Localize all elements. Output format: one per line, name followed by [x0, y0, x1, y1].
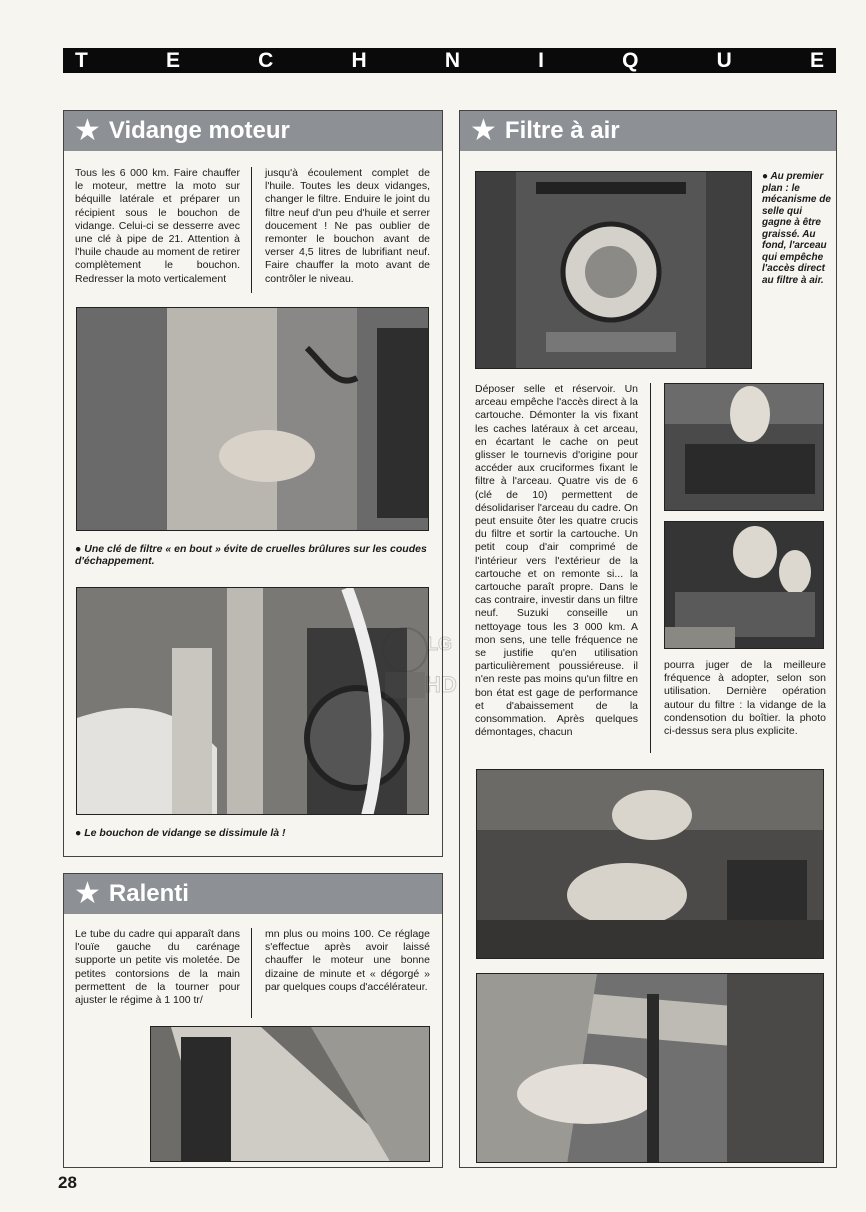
- filtre-side-caption: ● Au premier plan : le mécanisme de selle qui gagne à être graissé. Au fond, l'arceau qui empêche l'accès direct au filtre à air.: [762, 171, 831, 286]
- vidange-caption-2: ● Le bouchon de vidange se dissimule là !: [75, 827, 286, 839]
- banner-letter: H: [351, 48, 367, 72]
- vidange-title: Vidange moteur: [108, 117, 290, 144]
- ralenti-text-col1: Le tube du cadre qui apparaît dans l'ouïe gauche du carénage supporte un petite vis moletée. De petites contorsions de la main permettent de la tourner pour ajuster le régime à 1 100 tr/: [75, 928, 240, 1007]
- svg-text:LG: LG: [427, 634, 452, 654]
- banner-letter: N: [444, 48, 460, 72]
- ralenti-section: [63, 873, 443, 1168]
- vidange-caption-1: ● Une clé de filtre « en bout » évite de cruelles brûlures sur les coudes d'échappement.: [75, 543, 427, 567]
- seat-mechanism-image: [476, 172, 752, 369]
- side-cover-photo: [664, 383, 824, 511]
- column-divider: [251, 167, 252, 293]
- filter-wrench-image: [77, 308, 429, 531]
- banner-letter: U: [716, 48, 732, 72]
- ralenti-header: [64, 874, 442, 914]
- star-icon: ★: [74, 114, 101, 147]
- filtre-section: [459, 110, 837, 1168]
- vidange-text-col2: jusqu'à écoulement complet de l'huile. Toutes les deux vidanges, changer le filtre. Enduire le joint du filtre neuf d'un peu d'huile et serrer doucement ! Ne pas oublier de remonter le bouchon avant de verser 4,5 litres de lubrifiant neuf. Faire chauffer la moto avant de contrôler le niveau.: [265, 167, 430, 285]
- screwdriver-image: [665, 522, 824, 649]
- watermark-face-icon: [377, 620, 467, 700]
- ralenti-text-col2: mn plus ou moins 100. Ce réglage s'effectue après avoir laissé chauffer le moteur une bonne dizaine de minute et « dégorgé » par quelques coups d'accélérateur.: [265, 928, 430, 993]
- vidange-text-col1: Tous les 6 000 km. Faire chauffer le moteur, mettre la moto sur béquille latérale et préparer un récipient sous le bouchon de vidange. Celui-ci se desserre avec une clé à pipe de 21. Attention à l'huile chaude au moment de retirer complètement le bouchon. Redresser la moto verticalement: [75, 167, 240, 285]
- banner-letter: I: [538, 48, 544, 72]
- air-filter-cartridge-image: [477, 770, 824, 959]
- watermark-logo: [377, 620, 467, 700]
- screwdriver-photo: [664, 521, 824, 649]
- svg-text:HD: HD: [425, 672, 457, 697]
- air-filter-cartridge-photo: [476, 769, 824, 959]
- idle-screw-image: [151, 1027, 430, 1162]
- filtre-text-col1: Déposer selle et réservoir. Un arceau empêche l'accès direct à la cartouche. Démonter la vis fixant les caches latéraux à cet arceau, en écartant le cache on peut glisser le tournevis d'origine pour accéder aux cruciformes fixant le filtre à l'arceau. Quatre vis de 6 (clé de 10) permettent de désolidariser l'arceau du cadre. On peut ensuite ôter les quatre crucis du filtre et sortir la cartouche. Un petit coup d'air comprimé de l'intérieur vers l'extérieur de la cartouche et on remonte si... la cartouche paraît propre. Dans le cas contraire, investir dans un filtre neuf. Suzuki conseille un nettoyage tous les 3 000 km. A mon sens, une telle fréquence ne se justifie qu'en utilisation particulièrement poussiéreuse. il n'en reste pas moins qu'un filtre en bon état est gage de performance et d'abaissement de la consommation. Après quelques démontages, chacun: [475, 383, 638, 739]
- banner-letter: E: [809, 48, 824, 72]
- column-divider: [251, 928, 252, 1018]
- page-number: 28: [58, 1173, 77, 1192]
- seat-mechanism-photo: [475, 171, 752, 369]
- idle-screw-photo: [150, 1026, 430, 1162]
- side-cover-image: [665, 384, 824, 511]
- filtre-header: [460, 111, 836, 151]
- vidange-header: [64, 111, 442, 151]
- banner-letter: E: [165, 48, 180, 72]
- ralenti-title: Ralenti: [108, 880, 189, 907]
- banner-letter: C: [258, 48, 274, 72]
- filtre-title: Filtre à air: [504, 117, 620, 144]
- banner-letter: T: [75, 48, 88, 72]
- condensation-drain-photo: [476, 973, 824, 1163]
- star-icon: ★: [470, 114, 497, 147]
- technique-banner: [63, 48, 836, 73]
- banner-letter: Q: [622, 48, 639, 72]
- star-icon: ★: [74, 877, 101, 910]
- vidange-section: [63, 110, 443, 857]
- condensation-drain-image: [477, 974, 824, 1163]
- filtre-text-col2: pourra juger de la meilleure fréquence à adopter, selon son utilisation. Dernière opération autour du filtre : la vidange de la condensotion du boîtier. la photo ci-dessus sera plus explicite.: [664, 659, 826, 738]
- filter-wrench-photo: [76, 307, 429, 531]
- column-divider: [650, 383, 651, 753]
